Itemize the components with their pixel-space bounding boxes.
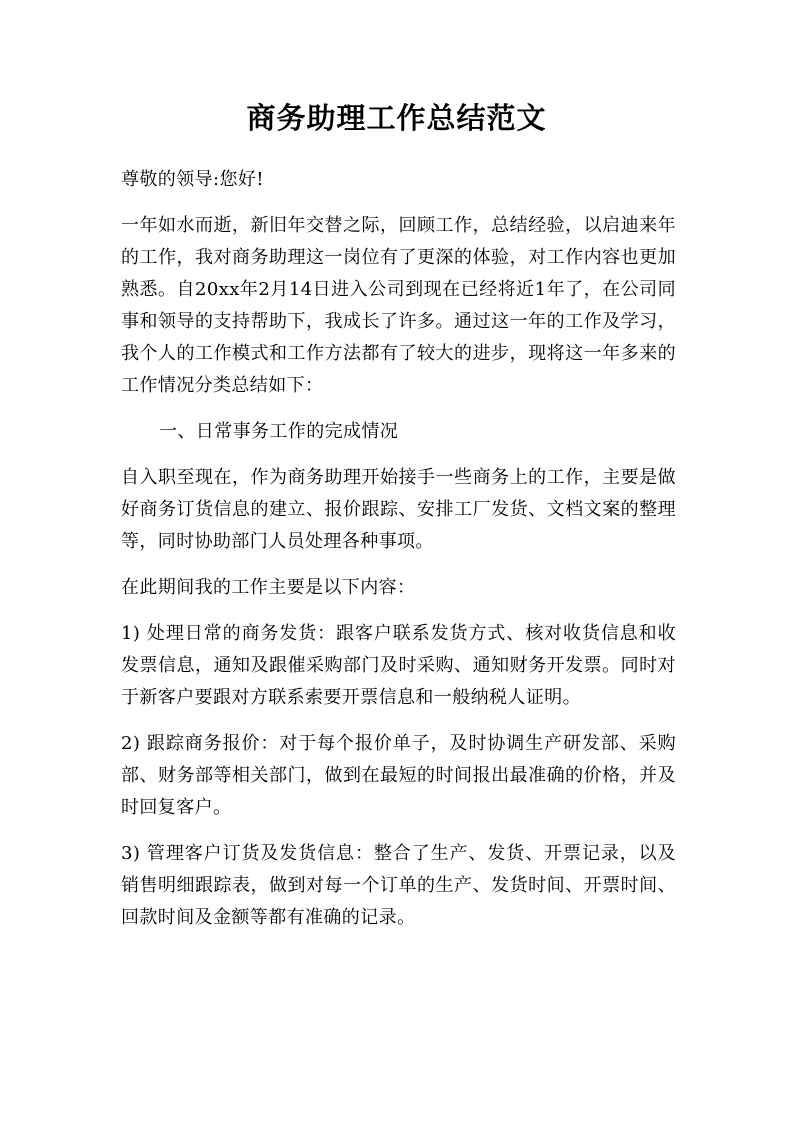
section-heading: 一、日常事务工作的完成情况 [159,421,399,442]
paragraph: 3) 管理客户订货及发货信息：整合了生产、发货、开票记录，以及销售明细跟踪表，做到对每一个订单的生产、发货时间、开票时间、回款时间及金额等都有准确的记录。 [121,843,676,928]
paragraph: 1) 处理日常的商务发货：跟客户联系发货方式、核对收货信息和收发票信息，通知及跟催采购部门及时采购、通知财务开发票。同时对于新客户要跟对方联系索要开票信息和一般纳税人证明。 [121,623,676,708]
paragraph: 2) 跟踪商务报价：对于每个报价单子，及时协调生产研发部、采购部、财务部等相关部门，做到在最短的时间报出最准确的价格，并及时回复客户。 [121,733,676,818]
document-title: 商务助理工作总结范文 [246,101,547,135]
paragraph: 自入职至现在，作为商务助理开始接手一些商务上的工作，主要是做好商务订货信息的建立、报价跟踪、安排工厂发货、文档文案的整理等，同时协助部门人员处理各种事项。 [121,467,676,552]
document-body [121,164,676,948]
paragraph: 在此期间我的工作主要是以下内容： [121,577,416,598]
paragraph: 尊敬的领导:您好! [121,169,264,190]
paragraph: 一年如水而逝，新旧年交替之际，回顾工作，总结经验，以启迪来年的工作，我对商务助理这一岗位有了更深的体验，对工作内容也更加熟悉。自20xx年2月14日进入公司到现在已经将近1年了，在公司同事和领导的支持帮助下，我成长了许多。通过这一年的工作及学习，我个人的工作模式和工作方法都有了较大的进步，现将这一年多来的工作情况分类总结如下： [121,215,676,396]
